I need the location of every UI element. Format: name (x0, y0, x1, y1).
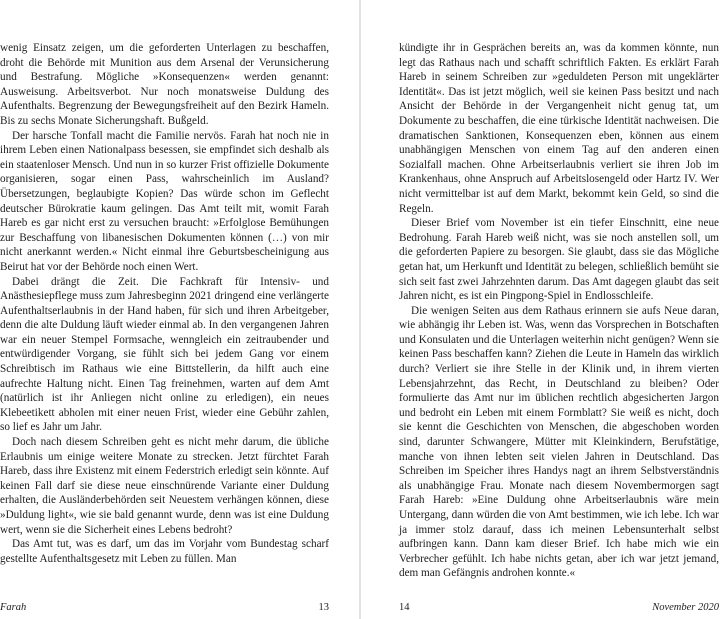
paragraph: kündigte ihr in Gesprächen bereits an, was da kommen könnte, nun legt das Rathaus nach und schafft schriftlich Fakten. Es erklärt Farah Hareb in seinem Schreiben zur »geduldeten Person mit ungeklärter Identität«. Das ist jetzt möglich, weil sie keinen Pass besitzt und nach Ansicht der Behörde in der Vergangenheit nicht genug tat, um Dokumente zu beschaffen, die eine türkische Identität nachweisen. Die dramatischen Sanktionen, Konsequenzen eben, können aus einem unabhängigen Menschen von einem Tag auf den anderen einen Sozialfall machen. Ohne Arbeitserlaubnis verliert sie ihren Job im Krankenhaus, ohne Anspruch auf Arbeitslosengeld oder Hartz IV. Wer nicht vermittelbar ist auf dem Markt, bekommt kein Geld, so sind die Regeln. (399, 42, 719, 215)
running-footer-title: Farah (0, 602, 27, 613)
page-number: 13 (318, 602, 329, 613)
paragraph: Der harsche Tonfall macht die Familie nervös. Farah hat noch nie in ihrem Leben einen Nationalpass besessen, sie empfindet sich deshalb als ein staatenloser Mensch. Und nun in so kurzer Frist offizielle Dokumente organisieren, sogar einen Pass, wahrscheinlich im Ausland? Übersetzungen, beglaubigte Kopien? Das würde schon im Geflecht deutscher Bürokratie kaum gelingen. Das Amt teilt mit, womit Farah Hareb es gar nicht erst zu versuchen braucht: »Erfolglose Bemühungen zur Beschaffung von libanesischen Dokumenten können (…) von mir nicht anerkannt werden.« Nicht einmal ihre Geburtsbescheinigung aus Beirut hat vor der Behörde noch einen Wert. (0, 129, 329, 273)
paragraph: Dieser Brief vom November ist ein tiefer Einschnitt, eine neue Bedrohung. Farah Hareb weiß nicht, was sie noch anstellen soll, um die geforderten Papiere zu besorgen. Sie glaubt, dass sie das Mögliche getan hat, um Herkunft und Identität zu belegen, schließlich bemüht sie sich seit fast zwei Jahrzehnten darum. Das Amt dagegen glaubt das seit Jahren nicht, es ist ein Pingpong-Spiel in Endlosschleife. (399, 217, 719, 303)
paragraph: Die wenigen Seiten aus dem Rathaus erinnern sie aufs Neue daran, wie abhängig ihr Leben ist. Was, wenn das Vorsprechen in Botschaften und Konsulaten und die Unterlagen weiterhin nicht genügen? Wenn sie keinen Pass beschaffen kann? Ziehen die Leute in Hameln das wirklich durch? Verliert sie ihre Stelle in der Klinik und, in ihrem vierten Lebensjahrzehnt, das Recht, in Deutschland zu bleiben? Oder formulierte das Amt nur im üblichen rechtlich abgesicherten Jargon und bedroht ein Leben mit einem Formblatt? Sie weiß es nicht, doch sie kennt die Geschichten von Menschen, die abgeschoben worden sind, darunter Schwangere, Mütter mit Kleinkindern, Berufstätige, manche von ihnen lebten seit vielen Jahren in Deutschland. Das Schreiben im Speicher ihres Handys nagt an ihrem Selbstverständnis als unabhängige Frau. Monate nach diesem Novembermorgen sagt Farah Hareb: »Eine Duldung ohne Arbeitserlaubnis wäre mein Untergang, dann würden die von Amt bestimmen, wie ich lebe. Ich war ja immer stolz darauf, dass ich meinen Lebensunterhalt selbst aufbringen kann. Dann kam dieser Brief. Ich habe mich wie ein Verbrecher gefühlt. Ich habe nichts getan, aber ich war jetzt jemand, dem man Gefängnis androhen konnte.« (399, 304, 719, 580)
paragraph: Das Amt tut, was es darf, um das im Vorjahr vom Bundestag scharf gestellte Aufenthaltsgesetz mit Leben zu füllen. Man (0, 538, 329, 565)
paragraph: Doch nach diesem Schreiben geht es nicht mehr darum, die übliche Erlaubnis um einige weitere Monate zu strecken. Jetzt fürchtet Farah Hareb, dass ihre Existenz mit einem Federstrich erledigt sein könnte. Auf keinen Fall darf sie diese neue einschnürende Variante einer Duldung erhalten, die Ausländerbehörden seit Neuestem verhängen können, diese »Duldung light«, wie sie bald genannt wurde, denn was ist eine Duldung wert, wenn sie die Sicherheit eines Lebens bedroht? (0, 436, 329, 536)
page-number: 14 (399, 602, 410, 613)
paragraph: wenig Einsatz zeigen, um die geforderten Unterlagen zu beschaffen, droht die Behörde mit Munition aus dem Arsenal der Verunsicherung und Bestrafung. Mögliche »Konsequenzen« werden genannt: Ausweisung. Arbeitsverbot. Nur noch monatsweise Duldung des Aufenthalts. Begrenzung der Bewegungsfreiheit auf den Bezirk Hameln. Bis zu sechs Monate Sicherungshaft. Bußgeld. (0, 42, 329, 127)
right-page (361, 0, 720, 619)
paragraph: Dabei drängt die Zeit. Die Fachkraft für Intensiv- und Anästhesiepflege muss zum Jahresbeginn 2021 dringend eine verlängerte Aufenthaltserlaubnis in der Hand haben, für sich und ihren Arbeitgeber, denn die alte Duldung läuft wieder einmal ab. In den vergangenen Jahren war ein neuer Stempel Formsache, wenngleich ein zeitraubender und entwürdigender Vorgang, sie fühlt sich bei jedem Gang vor einem Schreibtisch im Rathaus wie eine Bittstellerin, da hilft auch eine aufrechte Haltung nicht. Einen Tag freinehmen, warten auf dem Amt (natürlich ist ihr Anliegen nicht online zu erledigen), ein neues Klebeetikett abholen mit einer neuen Frist, wieder eine Gebühr zahlen, so lief es Jahr um Jahr. (0, 275, 329, 434)
running-footer-title: November 2020 (652, 602, 719, 613)
left-page-text (0, 41, 329, 566)
right-page-text (399, 41, 719, 581)
